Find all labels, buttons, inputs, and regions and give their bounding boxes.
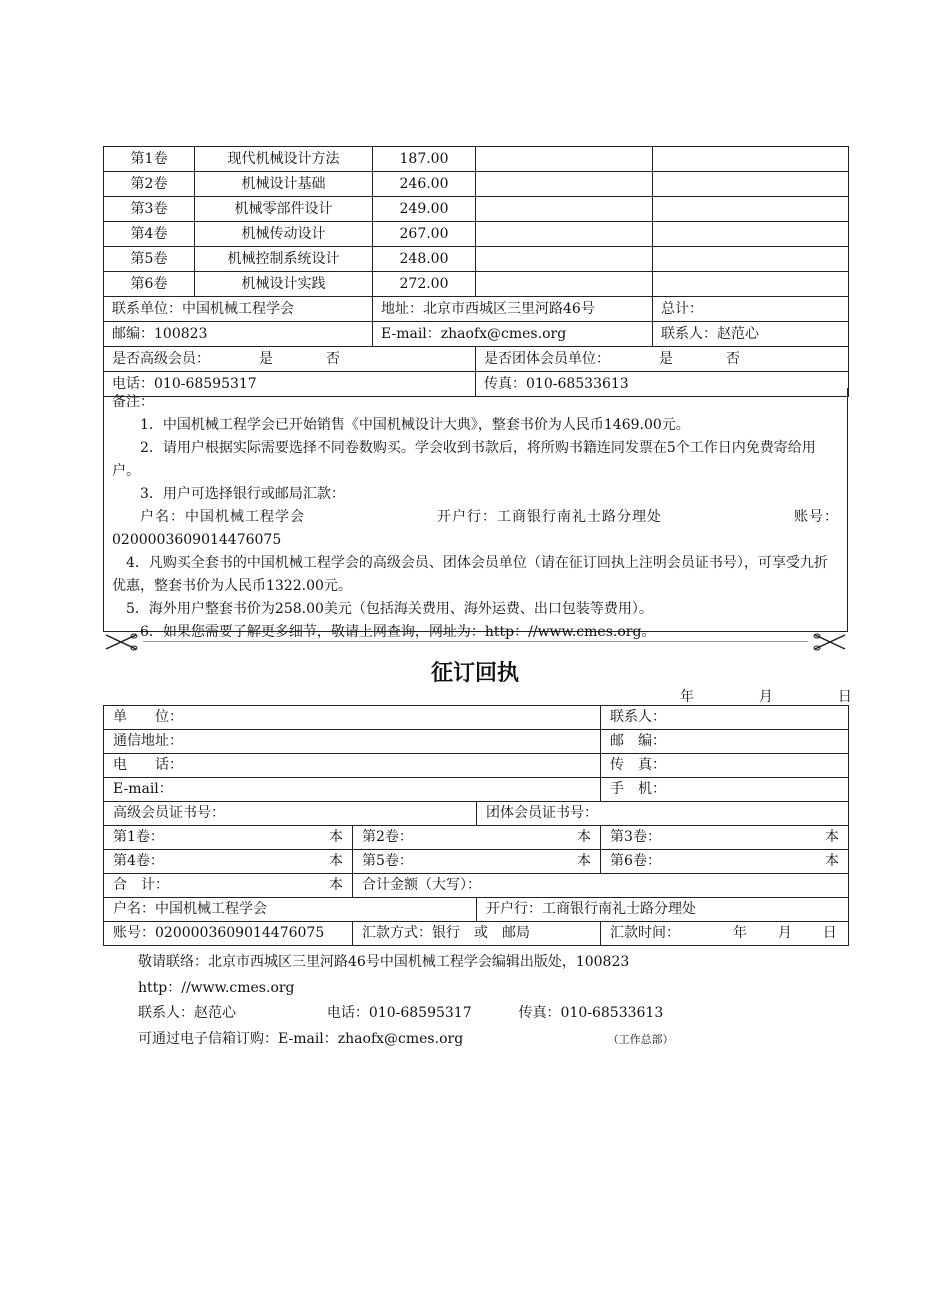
copies-unit: 本 — [329, 877, 343, 893]
account-bank: 开户行：工商银行南礼士路分理处 — [437, 509, 662, 525]
vol1-qty-field[interactable] — [104, 826, 353, 850]
senior-no-option[interactable]: 否 — [325, 351, 340, 367]
volume-price: 246.00 — [373, 172, 476, 197]
contact-unit: 联系单位：中国机械工程学会 — [104, 297, 373, 322]
form-date — [680, 686, 852, 706]
volume-number: 第5卷 — [104, 247, 195, 272]
table-row — [104, 802, 849, 826]
footer-contacts — [138, 1001, 674, 1027]
order-form — [103, 705, 849, 946]
table-row — [104, 322, 849, 347]
blank-cell — [476, 172, 653, 197]
postcode: 邮编：100823 — [104, 322, 373, 347]
sum-qty-field[interactable] — [104, 874, 353, 898]
table-row — [104, 826, 849, 850]
footer-email[interactable]: 可通过电子信箱订购：E-mail：zhaofx@cmes.org — [138, 1030, 464, 1047]
total-label: 总计： — [653, 297, 849, 322]
date-day: 日 — [837, 689, 852, 705]
footer-website[interactable]: http：//www.cmes.org — [138, 979, 295, 996]
vol3-qty-field[interactable] — [601, 826, 849, 850]
volume-price: 249.00 — [373, 197, 476, 222]
table-row — [104, 874, 849, 898]
footer-email-line — [138, 1027, 674, 1053]
note-6: 6．如果您需要了解更多细节，敬请上网查询，网址为：http：//www.cmes.org。 — [140, 624, 656, 640]
note-3: 3．用户可选择银行或邮局汇款： — [140, 486, 345, 502]
account-number-cell: 账号：0200003609014476075 — [104, 922, 353, 946]
phone-field[interactable]: 电 话： — [104, 754, 601, 778]
volume-number: 第1卷 — [104, 147, 195, 172]
email-field[interactable]: E-mail： — [104, 778, 601, 802]
note-1: 1．中国机械工程学会已开始销售《中国机械设计大典》，整套书价为人民币1469.00元。 — [140, 417, 690, 433]
contact-field[interactable]: 联系人： — [601, 706, 849, 730]
pay-time-label: 汇款时间： — [610, 925, 681, 941]
mobile-field[interactable]: 手 机： — [601, 778, 849, 802]
vol6-label: 第6卷： — [610, 853, 661, 869]
postcode-field[interactable]: 邮 编： — [601, 730, 849, 754]
address-field[interactable]: 通信地址： — [104, 730, 601, 754]
table-row — [104, 730, 849, 754]
table-row — [104, 247, 849, 272]
group-cert-field[interactable]: 团体会员证书号： — [477, 802, 849, 826]
account-name-cell: 户名：中国机械工程学会 — [104, 898, 477, 922]
footer-phone: 电话：010-68595317 — [326, 1005, 472, 1021]
cut-line — [103, 632, 848, 652]
copies-unit: 本 — [825, 853, 840, 869]
remittance-details — [112, 506, 839, 529]
table-row — [104, 898, 849, 922]
pay-method-field[interactable]: 汇款方式：银行 或 邮局 — [353, 922, 601, 946]
blank-cell — [653, 247, 849, 272]
volume-number: 第2卷 — [104, 172, 195, 197]
table-row — [104, 850, 849, 874]
volume-title: 机械控制系统设计 — [195, 247, 373, 272]
copies-unit: 本 — [329, 829, 343, 845]
blank-cell — [476, 197, 653, 222]
volume-title: 机械传动设计 — [195, 222, 373, 247]
vol1-label: 第1卷： — [113, 829, 164, 845]
group-yes-option[interactable]: 是 — [658, 351, 673, 367]
volume-title: 机械零部件设计 — [195, 197, 373, 222]
blank-cell — [653, 272, 849, 297]
volume-number: 第6卷 — [104, 272, 195, 297]
blank-cell — [476, 247, 653, 272]
copies-unit: 本 — [577, 853, 592, 869]
note-4: 4．凡购买全套书的中国机械工程学会的高级会员、团体会员单位（请在征订回执上注明会员证书号），可享受九折优惠，整套书价为人民币1322.00元。 — [112, 555, 828, 594]
senior-member-label: 是否高级会员： — [112, 351, 210, 367]
copies-unit: 本 — [825, 829, 840, 845]
notes-heading: 备注： — [112, 394, 154, 410]
date-year: 年 — [680, 689, 694, 705]
table-row — [104, 297, 849, 322]
account-number: 0200003609014476075 — [112, 532, 282, 548]
vol4-label: 第4卷： — [113, 853, 164, 869]
dashed-divider — [143, 641, 808, 642]
pay-time-field[interactable] — [601, 922, 849, 946]
copies-unit: 本 — [329, 853, 343, 869]
contact-person: 联系人：赵范心 — [653, 322, 849, 347]
blank-cell — [653, 197, 849, 222]
table-row — [104, 272, 849, 297]
volume-title: 机械设计基础 — [195, 172, 373, 197]
date-month: 月 — [758, 689, 773, 705]
volume-price: 272.00 — [373, 272, 476, 297]
table-row — [104, 197, 849, 222]
bank-cell: 开户行：工商银行南礼士路分理处 — [477, 898, 849, 922]
blank-cell — [476, 272, 653, 297]
footer-contact — [138, 950, 674, 1052]
table-row — [104, 172, 849, 197]
group-member-question — [476, 347, 849, 372]
contact-fax: 传真：010-68533613 — [476, 372, 849, 397]
scissors-icon — [812, 632, 848, 652]
volume-number: 第4卷 — [104, 222, 195, 247]
price-table — [103, 146, 849, 397]
note-5: 5．海外用户整套书价为258.00美元（包括海关费用、海外运费、出口包装等费用）。 — [126, 601, 653, 617]
blank-cell — [653, 172, 849, 197]
footer-contact-person: 联系人：赵范心 — [138, 1005, 236, 1021]
amount-field[interactable]: 合计金额（大写）： — [353, 874, 849, 898]
pay-month: 月 — [777, 925, 792, 941]
sum-label: 合 计： — [113, 877, 169, 893]
volume-title: 机械设计实践 — [195, 272, 373, 297]
blank-cell — [653, 222, 849, 247]
table-row — [104, 147, 849, 172]
vol2-qty-field[interactable] — [353, 826, 601, 850]
table-row — [104, 754, 849, 778]
vol5-label: 第5卷： — [362, 853, 413, 869]
copies-unit: 本 — [577, 829, 592, 845]
volume-number: 第3卷 — [104, 197, 195, 222]
table-row — [104, 922, 849, 946]
volume-price: 267.00 — [373, 222, 476, 247]
contact-address: 地址：北京市西城区三里河路46号 — [373, 297, 653, 322]
contact-phone: 电话：010-68595317 — [104, 372, 476, 397]
senior-cert-field[interactable]: 高级会员证书号： — [104, 802, 477, 826]
group-no-option[interactable]: 否 — [725, 351, 740, 367]
senior-member-question — [104, 347, 476, 372]
footer-address: 敬请联络：北京市西城区三里河路46号中国机械工程学会编辑出版处，100823 — [138, 954, 630, 970]
notes-box — [103, 388, 848, 640]
table-row — [104, 222, 849, 247]
pay-year: 年 — [732, 925, 747, 941]
footer-fax: 传真：010-68533613 — [518, 1005, 664, 1021]
vol2-label: 第2卷： — [362, 829, 413, 845]
vol6-qty-field[interactable] — [601, 850, 849, 874]
volume-title: 现代机械设计方法 — [195, 147, 373, 172]
form-title: 征订回执 — [430, 661, 519, 686]
table-row — [104, 347, 849, 372]
volume-price: 248.00 — [373, 247, 476, 272]
account-name: 户名：中国机械工程学会 — [140, 509, 305, 525]
table-row — [104, 706, 849, 730]
senior-yes-option[interactable]: 是 — [258, 351, 273, 367]
unit-field[interactable]: 单 位： — [104, 706, 601, 730]
account-label: 账号： — [794, 509, 839, 525]
vol5-qty-field[interactable] — [353, 850, 601, 874]
footer-note: （工作总部） — [607, 1032, 674, 1046]
pay-day: 日 — [822, 925, 837, 941]
note-2: 2．请用户根据实际需要选择不同卷数购买。学会收到书款后，将所购书籍连同发票在5个工作日内免费寄给用户。 — [112, 440, 816, 479]
blank-cell — [476, 147, 653, 172]
contact-email: E-mail：zhaofx@cmes.org — [373, 322, 653, 347]
volume-price: 187.00 — [373, 147, 476, 172]
fax-field[interactable]: 传 真： — [601, 754, 849, 778]
scissors-icon — [103, 632, 139, 652]
table-row — [104, 778, 849, 802]
group-member-label: 是否团体会员单位： — [484, 351, 610, 367]
blank-cell — [653, 147, 849, 172]
vol3-label: 第3卷： — [610, 829, 661, 845]
blank-cell — [476, 222, 653, 247]
vol4-qty-field[interactable] — [104, 850, 353, 874]
